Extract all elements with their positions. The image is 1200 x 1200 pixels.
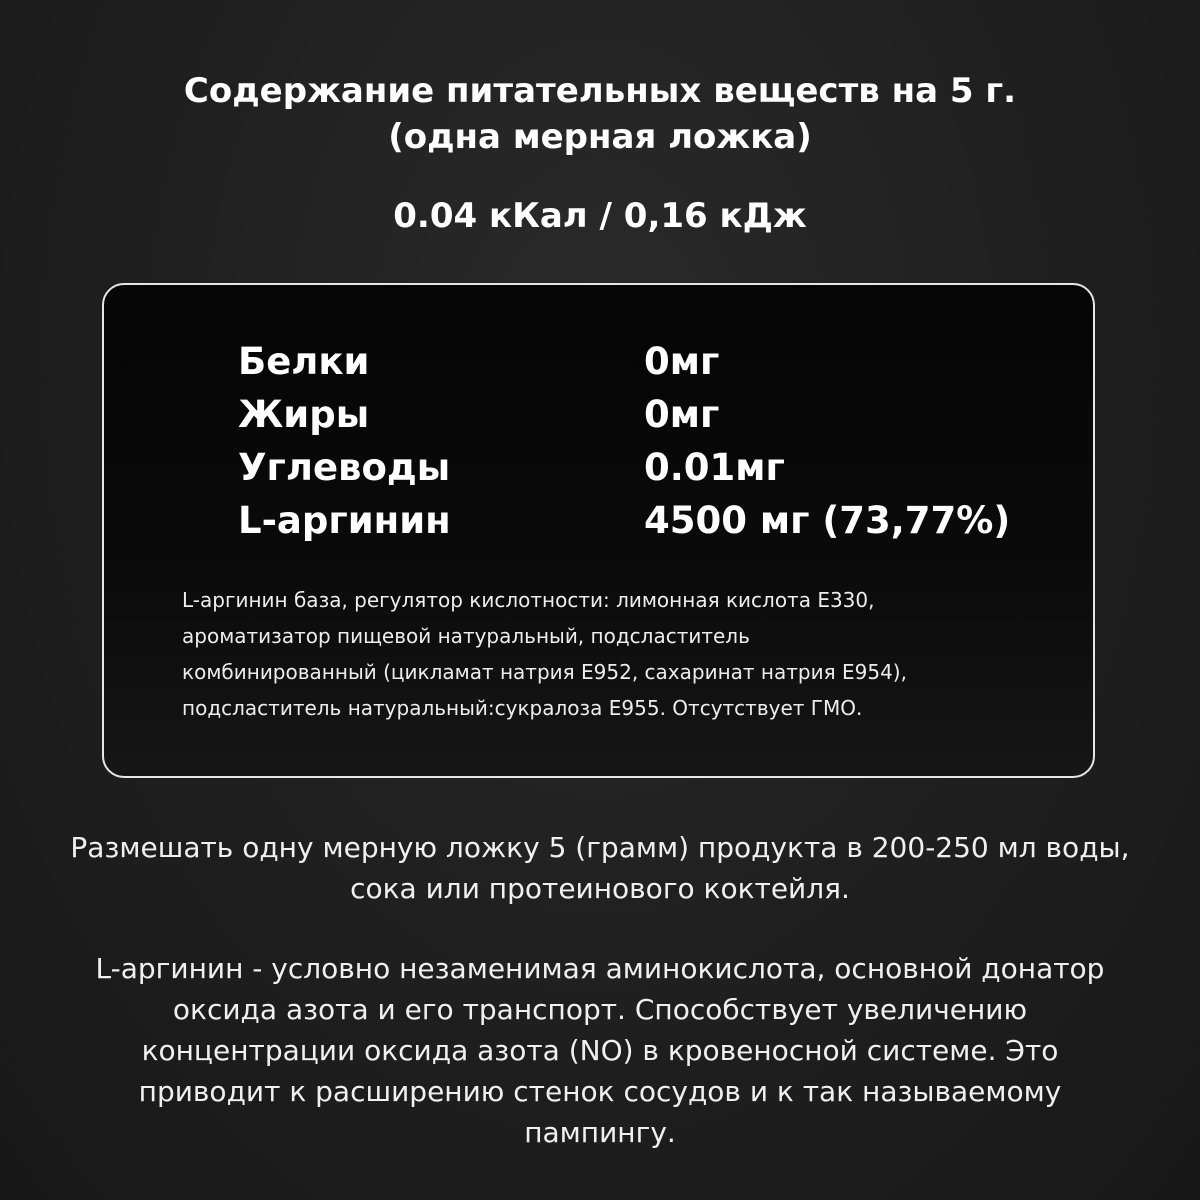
ingredients-text	[182, 582, 1042, 726]
nutrient-name: L-аргинин	[238, 499, 451, 542]
nutrient-value: 0.01мг	[644, 446, 785, 489]
nutrient-table	[238, 335, 1058, 547]
description-line: L-аргинин - условно незаменимая аминокислота, основной донатор	[95, 952, 1105, 985]
description-line: оксида азота и его транспорт. Способствует увеличению	[172, 993, 1028, 1026]
page-title	[0, 68, 1200, 160]
description-line: концентрации оксида азота (NO) в кровеносной системе. Это	[141, 1034, 1059, 1067]
ingredients-line: комбинированный (цикламат натрия E952, сахаринат натрия E954),	[182, 660, 907, 684]
nutrient-value: 0мг	[644, 393, 720, 436]
nutrient-name: Белки	[238, 340, 370, 383]
ingredients-line: L-аргинин база, регулятор кислотности: лимонная кислота E330,	[182, 588, 875, 612]
nutrient-row	[238, 335, 1058, 388]
energy-value: 0.04 кКал / 0,16 кДж	[393, 196, 807, 236]
ingredients-line: ароматизатор пищевой натуральный, подсластитель	[182, 624, 750, 648]
nutrition-card	[102, 283, 1095, 778]
nutrient-name: Углеводы	[238, 446, 451, 489]
description-line: пампингу.	[524, 1116, 676, 1149]
title-line-2: (одна мерная ложка)	[388, 117, 812, 157]
usage-line: Размешать одну мерную ложку 5 (грамм) продукта в 200-250 мл воды,	[70, 831, 1130, 864]
title-line-1: Содержание питательных веществ на 5 г.	[183, 71, 1017, 111]
nutrient-row	[238, 388, 1058, 441]
nutrient-row	[238, 441, 1058, 494]
nutrient-name: Жиры	[238, 393, 370, 436]
ingredients-line: подсластитель натуральный:сукралоза E955. Отсутствует ГМО.	[182, 696, 863, 720]
description-line: приводит к расширению стенок сосудов и к так называемому	[138, 1075, 1062, 1108]
product-description	[0, 948, 1200, 1153]
usage-instructions	[0, 827, 1200, 909]
nutrient-value: 4500 мг (73,77%)	[644, 499, 1011, 542]
nutrient-value: 0мг	[644, 340, 720, 383]
nutrient-row	[238, 494, 1058, 547]
usage-line: сока или протеинового коктейля.	[350, 872, 850, 905]
